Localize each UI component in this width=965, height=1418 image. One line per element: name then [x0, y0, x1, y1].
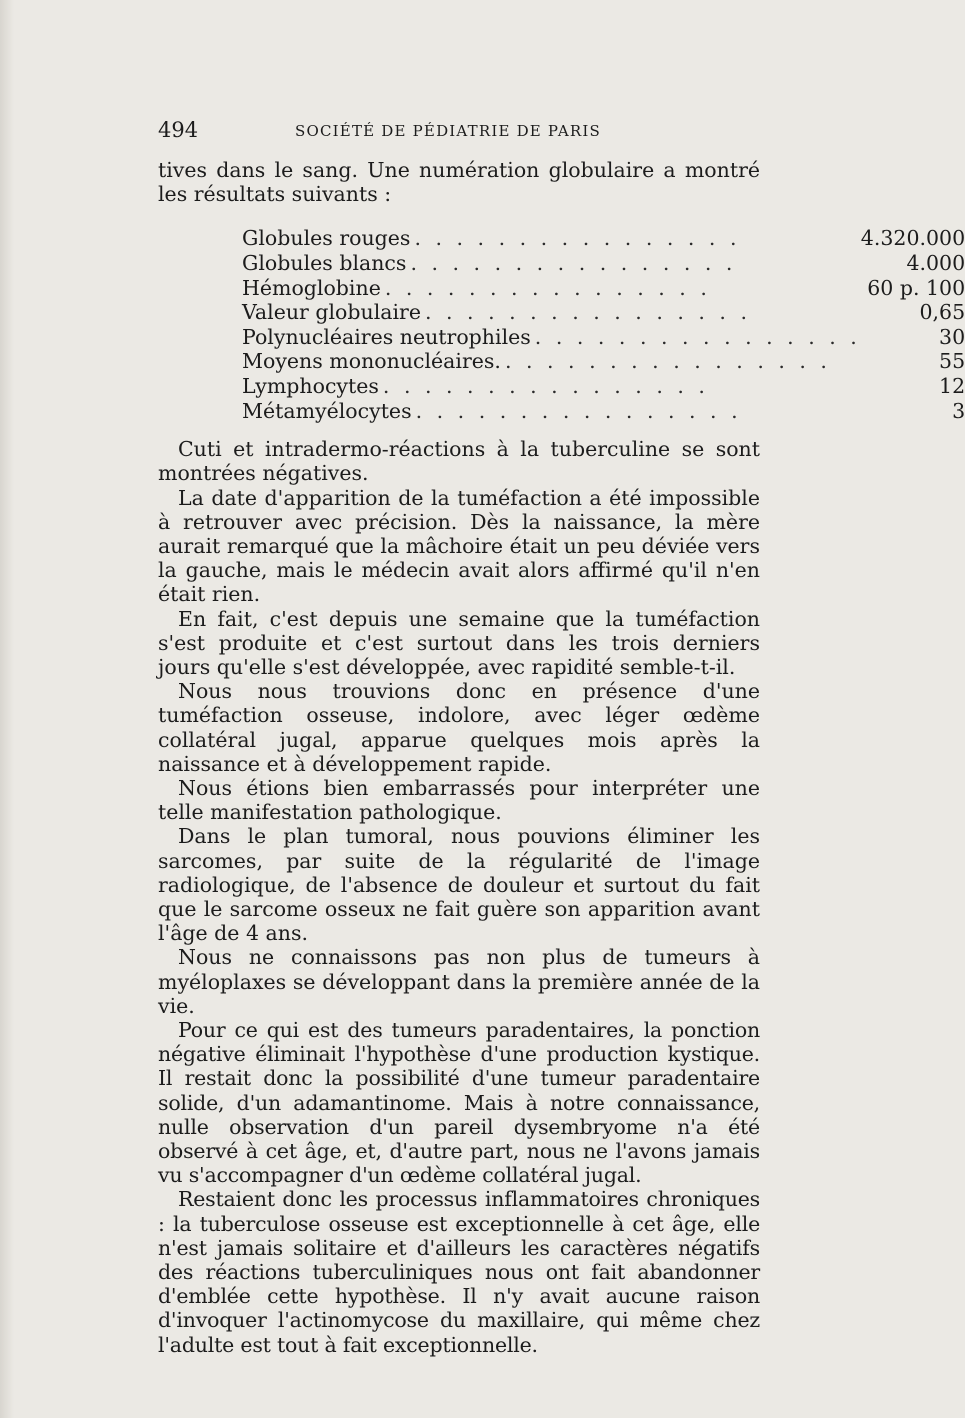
result-value: 3 [952, 398, 965, 423]
result-label: Lymphocytes [242, 373, 379, 398]
result-value: 55 [939, 349, 965, 374]
paragraph: Nous ne connaissons pas non plus de tumeurs à myéloplaxes se développant dans la première année de la vie. [158, 945, 760, 1018]
result-label: Hémoglobine [242, 275, 381, 300]
dot-leader: . . . . . . . . . . . . . . . . [414, 226, 741, 251]
table-row [242, 374, 965, 399]
result-value: 60 p. 100 [867, 275, 965, 300]
dot-leader: . . . . . . . . . . . . . . . . [424, 300, 751, 325]
table-row [242, 251, 965, 276]
result-label: Valeur globulaire [242, 300, 421, 325]
table-row [242, 276, 965, 301]
paragraph: Cuti et intradermo-réactions à la tuberculine se sont montrées négatives. [158, 437, 760, 486]
result-label: Polynucléaires neutrophiles [242, 324, 531, 349]
result-label: Moyens mononucléaires. [242, 349, 501, 374]
result-label: Globules blancs [242, 251, 407, 275]
page-number: 494 [158, 118, 199, 142]
paragraph: La date d'apparition de la tuméfaction a été impossible à retrouver avec précision. Dès la naissance, la mère aurait remarqué que la mâchoire était un peu déviée vers la gauche, mais le médecin avait alors affirmé qu'il n'en était rien. [158, 485, 760, 607]
dot-leader: . . . . . . . . . . . . . . . . [382, 373, 709, 398]
dot-leader: . . . . . . . . . . . . . . . . [384, 275, 711, 300]
result-value: 0,65 [919, 300, 965, 325]
table-row [242, 349, 965, 374]
paragraph: Restaient donc les processus inflammatoires chroniques : la tuberculose osseuse est exceptionnelle à cet âge, elle n'est jamais solitaire et d'ailleurs les caractères négatifs des réactions tuberculiniques nous ont fait abandonner d'emblée cette hypothèse. Il n'y avait aucune raison d'invoquer l'actinomycose du maxillaire, qui même chez l'adulte est tout à fait exceptionnelle. [158, 1187, 760, 1357]
table-row [242, 300, 965, 325]
table-row [242, 325, 965, 350]
result-value: 4.000 [906, 251, 965, 275]
dot-leader: . . . . . . . . . . . . . . . . [504, 349, 831, 374]
dot-leader: . . . . . . . . . . . . . . . . [534, 324, 861, 349]
result-label: Métamyélocytes [242, 398, 412, 423]
paragraph: Pour ce qui est des tumeurs paradentaires, la ponction négative éliminait l'hypothèse d'une production kystique. Il restait donc la possibilité d'une tumeur paradentaire solide, d'un adamantinome. Mais à notre connaissance, nulle observation d'un pareil dysembryome n'a été observé à cet âge, et, d'autre part, nous ne l'avons jamais vu s'accompagner d'un œdème collatéral jugal. [158, 1018, 760, 1188]
table-row [242, 399, 965, 424]
running-title: SOCIÉTÉ DE PÉDIATRIE DE PARIS [295, 122, 601, 140]
paragraph: En fait, c'est depuis une semaine que la tuméfaction s'est produite et c'est surtout dans les trois derniers jours qu'elle s'est développée, avec rapidité semble-t-il. [158, 606, 760, 679]
paragraph: Nous nous trouvions donc en présence d'une tuméfaction osseuse, indolore, avec léger œdème collatéral jugal, apparue quelques mois après la naissance et à développement rapide. [158, 679, 760, 776]
dot-leader: . . . . . . . . . . . . . . . . [415, 398, 742, 423]
paragraph: Nous étions bien embarrassés pour interpréter une telle manifestation pathologique. [158, 776, 760, 825]
paragraph: Dans le plan tumoral, nous pouvions éliminer les sarcomes, par suite de la régularité de l'image radiologique, de l'absence de douleur et surtout du fait que le sarcome osseux ne fait guère son apparition avant l'âge de 4 ans. [158, 824, 760, 946]
result-value: 12 [939, 373, 965, 398]
blood-count-table [242, 226, 965, 423]
dot-leader: . . . . . . . . . . . . . . . . [410, 251, 737, 275]
result-value: 4.320.000 [860, 226, 965, 251]
result-label: Globules rouges [242, 226, 411, 251]
result-value: 30 [939, 324, 965, 349]
intro-paragraph: tives dans le sang. Une numération globulaire a montré les résultats suivants : [158, 158, 760, 207]
page-binding-edge [0, 0, 14, 1418]
table-row [242, 226, 965, 251]
page-header [158, 118, 698, 144]
body-text [158, 158, 965, 1357]
